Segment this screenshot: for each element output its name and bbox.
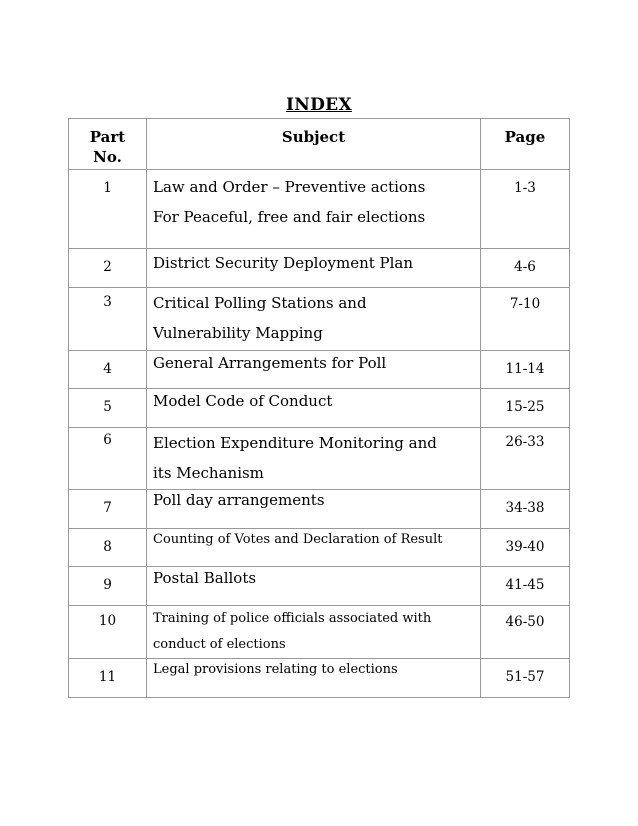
subject-line: For Peaceful, free and fair elections [153,208,426,226]
part-number: 7 [69,490,147,529]
part-number: 4 [69,351,147,389]
part-number: 5 [69,389,147,428]
table-row [69,659,570,698]
table-row [69,170,570,249]
index-title: INDEX [286,95,352,115]
subject-cell [147,529,481,567]
subject-line: its Mechanism [153,464,264,482]
subject-cell [147,606,481,659]
page-range: 4-6 [481,249,570,288]
subject-line: Postal Ballots [153,569,257,587]
subject-line: Election Expenditure Monitoring and [153,434,437,452]
page-range: 7-10 [481,288,570,351]
subject-cell [147,351,481,389]
subject-line: Legal provisions relating to elections [153,662,398,677]
subject-line: Counting of Votes and Declaration of Result [153,532,443,547]
table-row [69,351,570,389]
subject-line: Law and Order – Preventive actions [153,178,426,196]
table-row [69,529,570,567]
table-row [69,567,570,606]
subject-line: Training of police officials associated with [153,611,432,626]
table-row [69,490,570,529]
part-number: 6 [69,428,147,490]
subject-cell [147,567,481,606]
page-range: 1-3 [481,170,570,249]
subject-cell [147,490,481,529]
part-number: 11 [69,659,147,698]
subject-line: General Arrangements for Poll [153,354,387,372]
part-number: 2 [69,249,147,288]
page-range: 39-40 [481,529,570,567]
page-range: 34-38 [481,490,570,529]
subject-cell [147,659,481,698]
subject-line: conduct of elections [153,637,286,652]
subject-cell [147,389,481,428]
table-row [69,249,570,288]
subject-cell [147,428,481,490]
index-table [68,118,570,698]
page-range: 46-50 [481,606,570,659]
subject-line: District Security Deployment Plan [153,254,414,272]
page-range: 41-45 [481,567,570,606]
subject-line: Critical Polling Stations and [153,294,367,312]
part-number: 9 [69,567,147,606]
page-range: 51-57 [481,659,570,698]
header-part-no: Part No. [69,119,147,170]
page-range: 15-25 [481,389,570,428]
subject-cell [147,170,481,249]
part-number: 8 [69,529,147,567]
subject-line: Model Code of Conduct [153,392,333,410]
table-row [69,389,570,428]
header-page: Page [481,119,570,170]
subject-cell [147,288,481,351]
subject-cell [147,249,481,288]
header-subject: Subject [147,119,481,170]
page-range: 11-14 [481,351,570,389]
page-range: 26-33 [481,428,570,490]
part-number: 1 [69,170,147,249]
table-row [69,606,570,659]
table-row [69,288,570,351]
part-number: 10 [69,606,147,659]
subject-line: Poll day arrangements [153,491,325,509]
part-number: 3 [69,288,147,351]
subject-line: Vulnerability Mapping [153,324,323,342]
table-row [69,428,570,490]
table-header-row [69,119,570,170]
